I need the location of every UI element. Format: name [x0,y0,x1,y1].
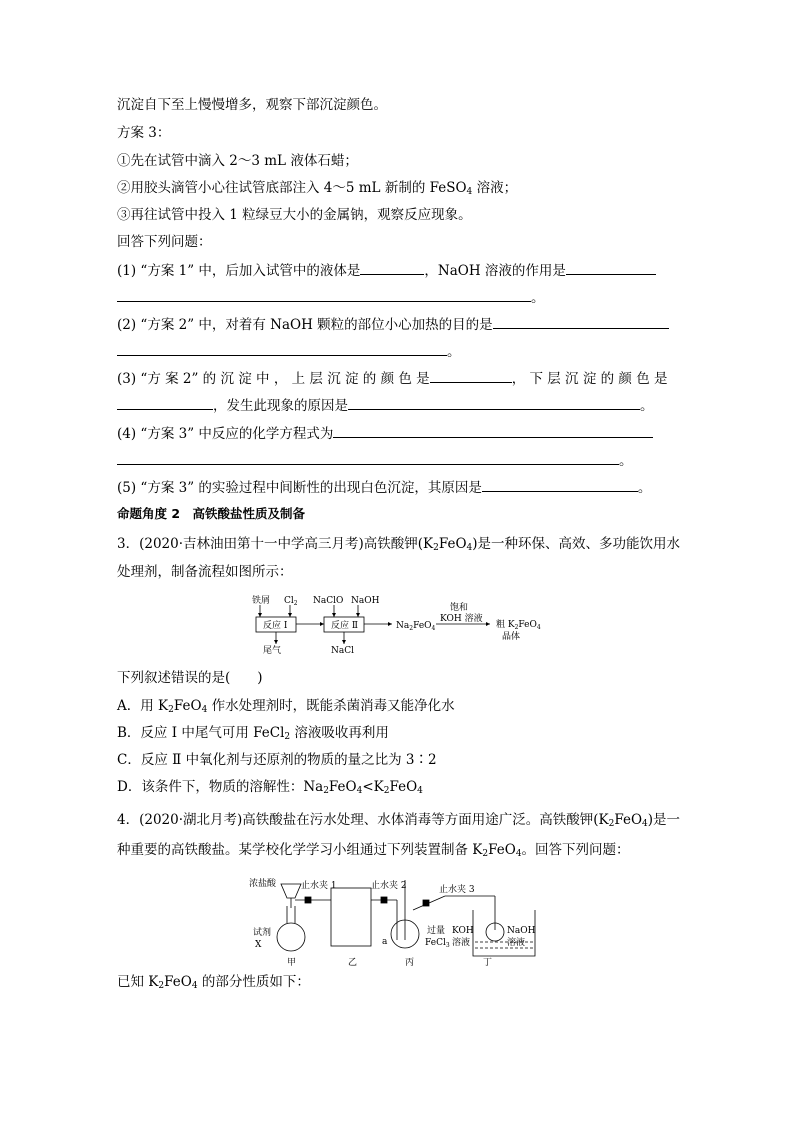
text-line: 沉淀自下至上慢慢增多，观察下部沉淀颜色。 [117,97,387,113]
dropping-funnel [281,884,301,898]
label-bing: 丙 [405,958,415,968]
label-reagent: 试剂 [253,928,272,938]
question-1-cont: 。 [117,288,545,307]
question-4: (4) “方案 3” 中反应的化学方程式为 [117,424,653,443]
problem-4: 4．(2020·湖北月考)高铁酸盐在污水处理、水体消毒等方面用途广泛。高铁酸钾$(K_2FeO_4)$是一 [117,812,681,829]
problem-3: 3．(2020·吉林油田第十一中学高三月考)高铁酸钾$(K_2FeO_4)$是一种环保、高效、多功能饮用水 [117,536,681,553]
option-a[interactable]: A．用 $K_2FeO_4$ 作水处理剂时，既能杀菌消毒又能净化水 [117,698,455,715]
option-d[interactable]: D．该条件下，物质的溶解性：$Na_2FeO_4<K_2FeO_4$ [117,779,423,796]
answer-blank[interactable] [333,424,653,438]
answer-blank[interactable] [566,261,656,275]
flow-label-cl2: $Cl_2$ [284,596,298,607]
answer-blank[interactable] [117,288,531,302]
flow-label-koh: KOH 溶液 [440,614,483,624]
label-fecl3: FeCl$_3$ [425,938,450,949]
label-ding: 丁 [483,958,493,968]
question-4-cont: 。 [117,451,633,470]
answer-blank[interactable] [117,342,447,356]
label-naoh-sol: 溶液 [507,938,526,948]
label-clamp-1: 止水夹 1 [301,881,337,891]
text-line: ①先在试管中滴入 2～3 mL 液体石蜡； [117,153,358,169]
question-2: (2) “方案 2” 中，对着有 NaOH 颗粒的部位小心加热的目的是 [117,315,669,334]
vessel-yi [331,888,371,946]
problem-3-question: 下列叙述错误的是( ) [117,670,263,686]
flow-label-nacl: NaCl [331,646,355,656]
label-koh-sol: 溶液 [452,938,471,948]
section-heading: 命题角度 2 高铁酸盐性质及制备 [117,506,306,521]
answer-blank[interactable] [430,369,512,383]
answer-blank[interactable] [348,396,640,410]
flow-label-naclo: NaClO [313,596,344,606]
label-jia: 甲 [287,958,297,968]
question-1: (1) “方案 1” 中，后加入试管中的液体是 ，NaOH 溶液的作用是 [117,261,656,280]
label-naoh: NaOH [507,926,536,936]
answer-blank[interactable] [482,478,638,492]
label-clamp-3: 止水夹 3 [439,885,475,895]
option-b[interactable]: B．反应 Ⅰ 中尾气可用 FeCl$_2$ 溶液吸收再利用 [117,725,389,742]
label-conc-hcl: 浓盐酸 [249,879,277,889]
flow-box-r2-label: 反应 Ⅱ [331,621,358,631]
text-line: 回答下列问题： [117,234,212,250]
flow-label-naoh: NaOH [351,596,380,606]
flask-jia [277,923,305,951]
label-clamp-2: 止水夹 2 [371,881,407,891]
flow-label-iron: 铁屑 [252,596,271,606]
flow-label-tail: 尾气 [263,646,282,656]
apparatus-diagram [245,870,545,970]
label-x: X [255,940,262,950]
answer-blank[interactable] [117,396,213,410]
flow-label-sat: 饱和 [450,603,469,613]
label-excess: 过量 [427,926,446,936]
text-line: ③再往试管中投入 1 粒绿豆大小的金属钠，观察反应现象。 [117,207,472,223]
text-line: 方案 3： [117,125,171,141]
label-yi: 乙 [348,958,358,968]
question-3-cont: ，发生此现象的原因是 。 [117,396,654,415]
question-3: (3) “方 案 2” 的 沉 淀 中 ， 上 层 沉 淀 的 颜 色 是 ， 下 层 沉 淀 的 颜 色 是 [117,371,668,387]
question-5: (5) “方案 3” 的实验过程中间断性的出现白色沉淀，其原因是 。 [117,480,652,496]
label-koh: KOH [452,926,474,936]
flow-box-r1-label: 反应 Ⅰ [263,621,288,631]
option-c[interactable]: C．反应 Ⅱ 中氧化剂与还原剂的物质的量之比为 3∶2 [117,752,437,768]
problem-4-cont: 种重要的高铁酸盐。某学校化学学习小组通过下列装置制备 $K_2FeO_4$。回答下列问题： [117,842,630,859]
problem-3-cont: 处理剂，制备流程如图所示： [117,564,293,580]
answer-blank[interactable] [117,451,619,465]
problem-4-known: 已知 $K_2FeO_4$ 的部分性质如下： [117,974,310,991]
label-a: a [382,937,388,947]
flow-diagram [240,592,560,662]
answer-blank[interactable] [360,261,424,275]
flow-label-na2feo4: $Na_2FeO_4$ [396,621,436,632]
text-line: ②用胶头滴管小心往试管底部注入 4～5 mL 新制的 FeSO$_4$ 溶液； [117,180,518,197]
answer-blank[interactable] [493,315,669,329]
question-2-cont: 。 [117,342,461,361]
flow-label-crystal: 晶体 [502,632,521,642]
flow-label-crude: 粗 $K_2FeO_4$ [496,620,541,631]
